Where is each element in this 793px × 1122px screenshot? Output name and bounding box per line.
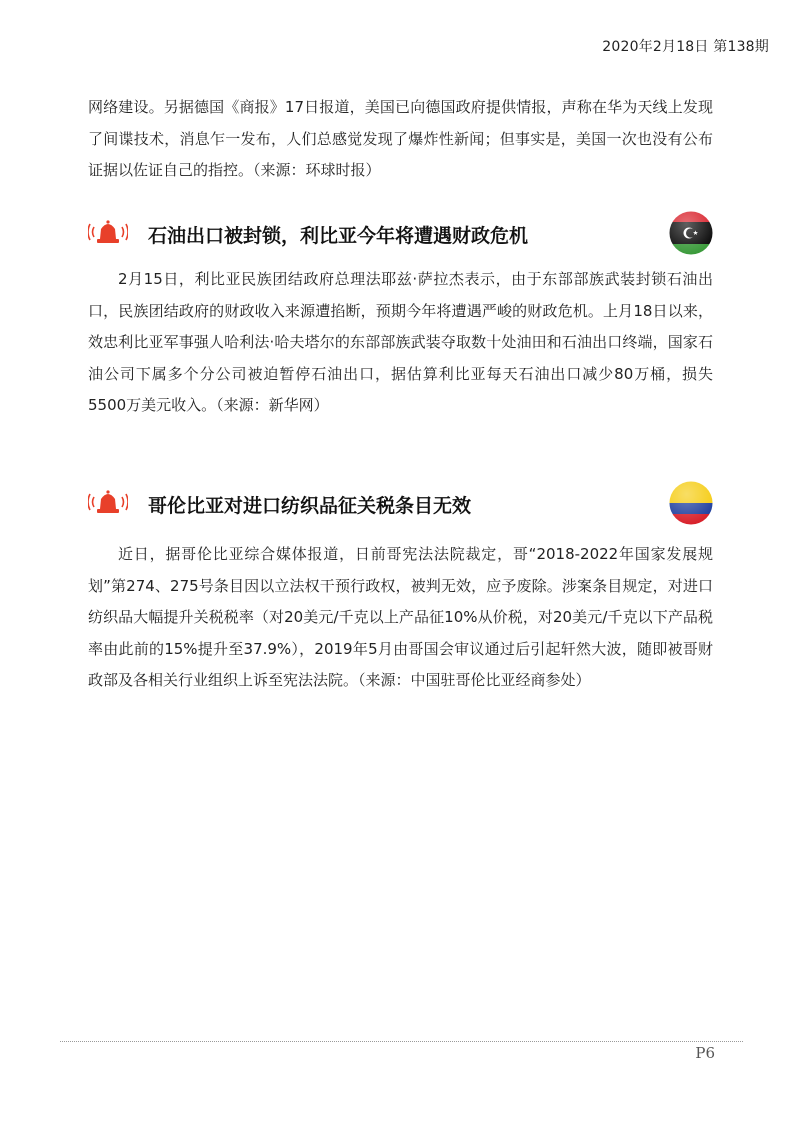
intro-paragraph: 网络建设。另据德国《商报》17日报道，美国已向德国政府提供情报，声称在华为天线上发现了间谍技术，消息乍一发布，人们总感觉发现了爆炸性新闻；但事实是，美国一次也没有公布证据以佐证自己的指控。（来源：环球时报） bbox=[88, 98, 713, 179]
issue-date: 2020年2月18日 第138期 bbox=[602, 39, 769, 55]
section-title: 石油出口被封锁，利比亚今年将遭遇财政危机 bbox=[148, 225, 529, 247]
footer-divider bbox=[60, 1041, 743, 1042]
alarm-bell-icon bbox=[88, 489, 128, 515]
libya-flag-icon bbox=[669, 211, 713, 255]
section-heading-libya bbox=[88, 211, 713, 257]
section-body-colombia: 近日，据哥伦比亚综合媒体报道，日前哥宪法法院裁定，哥“2018-2022年国家发展规划”第274、275号条目因以立法权干预行政权，被判无效，应予废除。涉案条目规定，对进口纺织品大幅提升关税税率（对20美元/千克以上产品征10%从价税，对20美元/千克以下产品税率由此前的15%提升至37.9%），2019年5月由哥国会审议通过后引起轩然大波，随即被哥财政部及各相关行业组织上诉至宪法法院。（来源：中国驻哥伦比亚经商参处） bbox=[88, 545, 713, 689]
page-number: P6 bbox=[695, 1044, 715, 1062]
section-body-libya: 2月15日，利比亚民族团结政府总理法耶兹·萨拉杰表示，由于东部部族武装封锁石油出口，民族团结政府的财政收入来源遭掐断，预期今年将遭遇严峻的财政危机。上月18日以来，效忠利比亚军事强人哈利法·哈夫塔尔的东部部族武装夺取数十处油田和石油出口终端，国家石油公司下属多个分公司被迫暂停石油出口，据估算利比亚每天石油出口减少80万桶，损失5500万美元收入。（来源：新华网） bbox=[88, 270, 713, 414]
section-heading-colombia bbox=[88, 481, 713, 527]
alarm-bell-icon bbox=[88, 219, 128, 245]
colombia-flag-icon bbox=[669, 481, 713, 525]
section-title: 哥伦比亚对进口纺织品征关税条目无效 bbox=[148, 495, 472, 517]
